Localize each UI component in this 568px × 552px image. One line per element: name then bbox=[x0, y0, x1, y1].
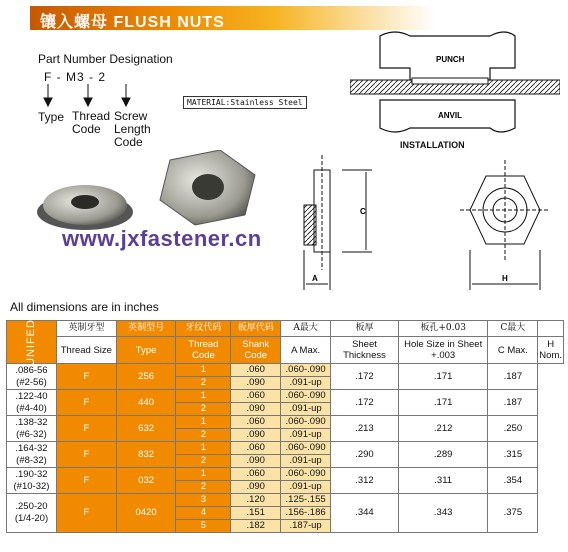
side-label: UNIFED bbox=[24, 318, 37, 366]
dimension-a-label: A bbox=[312, 274, 318, 283]
sheet-thickness-cell: .091-up bbox=[281, 403, 331, 416]
sheet-thickness-cell: .060-.090 bbox=[281, 416, 331, 429]
hole-size-cell: .172 bbox=[331, 390, 399, 416]
a-max-cell: .060 bbox=[231, 364, 281, 377]
thread-code-cell: 032 bbox=[116, 468, 176, 494]
a-max-cell: .151 bbox=[231, 507, 281, 520]
thread-code-cell: 440 bbox=[116, 390, 176, 416]
thread-size-cell: .250-20 (1/4-20) bbox=[7, 494, 57, 533]
a-max-cell: .090 bbox=[231, 403, 281, 416]
hole-size-cell: .344 bbox=[331, 494, 399, 533]
sheet-thickness-cell: .187-up bbox=[281, 520, 331, 533]
punch-label: PUNCH bbox=[436, 55, 465, 64]
shank-code-cell: 5 bbox=[176, 520, 231, 533]
hole-size-cell: .290 bbox=[331, 442, 399, 468]
c-max-cell: .212 bbox=[398, 416, 488, 442]
c-max-cell: .289 bbox=[398, 442, 488, 468]
h-nom-cell: .187 bbox=[488, 390, 538, 416]
hole-size-cell: .312 bbox=[331, 468, 399, 494]
title-banner bbox=[30, 6, 435, 30]
a-max-cell: .090 bbox=[231, 377, 281, 390]
header-cn-6: 板孔+0.03 bbox=[398, 321, 488, 337]
a-max-cell: .060 bbox=[231, 416, 281, 429]
label-type: Type bbox=[38, 110, 65, 124]
header-cn-2: 牙纹代码 bbox=[176, 321, 231, 337]
thread-size-cell: .122-40 (#4-40) bbox=[7, 390, 57, 416]
table-row bbox=[7, 468, 564, 481]
header-sheet-thickness: Sheet Thickness bbox=[331, 337, 399, 364]
header-cn-4: A最大 bbox=[281, 321, 331, 337]
table-row bbox=[7, 364, 564, 377]
thread-code-cell: 0420 bbox=[116, 494, 176, 533]
installation-diagram bbox=[350, 28, 560, 153]
a-max-cell: .060 bbox=[231, 390, 281, 403]
dimensions-note: All dimensions are in inches bbox=[10, 300, 159, 314]
header-cn-7: C最大 bbox=[488, 321, 538, 337]
shank-code-cell: 1 bbox=[176, 416, 231, 429]
shank-code-cell: 1 bbox=[176, 390, 231, 403]
header-thread-code: Thread Code bbox=[176, 337, 231, 364]
sheet-thickness-cell: .156-.186 bbox=[281, 507, 331, 520]
sheet-thickness-cell: .091-up bbox=[281, 429, 331, 442]
shank-code-cell: 1 bbox=[176, 468, 231, 481]
sheet-thickness-cell: .091-up bbox=[281, 481, 331, 494]
h-nom-cell: .315 bbox=[488, 442, 538, 468]
hex-top-view bbox=[450, 150, 560, 298]
table-row bbox=[7, 494, 564, 507]
page-title: 镶入螺母 FLUSH NUTS bbox=[40, 14, 225, 31]
header-shank-code: Shank Code bbox=[231, 337, 281, 364]
header-type: Type bbox=[116, 337, 176, 364]
type-cell: F bbox=[56, 494, 116, 533]
shank-code-cell: 2 bbox=[176, 455, 231, 468]
type-cell: F bbox=[56, 442, 116, 468]
table-row bbox=[7, 416, 564, 429]
h-nom-cell: .187 bbox=[488, 364, 538, 390]
c-max-cell: .311 bbox=[398, 468, 488, 494]
c-max-cell: .171 bbox=[398, 364, 488, 390]
type-cell: F bbox=[56, 468, 116, 494]
thread-code-cell: 256 bbox=[116, 364, 176, 390]
shank-code-cell: 2 bbox=[176, 403, 231, 416]
thread-code-cell: 832 bbox=[116, 442, 176, 468]
sheet-thickness-cell: .125-.155 bbox=[281, 494, 331, 507]
shank-code-cell: 2 bbox=[176, 429, 231, 442]
type-cell: F bbox=[56, 364, 116, 390]
shank-code-cell: 1 bbox=[176, 364, 231, 377]
dimension-c-label: C bbox=[360, 207, 366, 216]
header-c-max: C Max. bbox=[488, 337, 538, 364]
a-max-cell: .182 bbox=[231, 520, 281, 533]
installation-label: INSTALLATION bbox=[400, 140, 465, 150]
label-screw-length-code: Screw Length Code bbox=[114, 109, 151, 149]
thread-size-cell: .164-32 (#8-32) bbox=[7, 442, 57, 468]
sheet-thickness-cell: .060-.090 bbox=[281, 390, 331, 403]
h-nom-cell: .375 bbox=[488, 494, 538, 533]
header-thread-size: Thread Size bbox=[56, 337, 116, 364]
header-cn-3: 板厚代码 bbox=[231, 321, 281, 337]
header-cn-1: 英制型号 bbox=[116, 321, 176, 337]
shank-code-cell: 1 bbox=[176, 442, 231, 455]
part-number-code: F - M3 - 2 bbox=[44, 70, 107, 84]
hole-size-cell: .213 bbox=[331, 416, 399, 442]
thread-size-cell: .190-32 (#10-32) bbox=[7, 468, 57, 494]
part-number-heading: Part Number Designation bbox=[38, 52, 173, 66]
header-h-nom: H Nom. bbox=[538, 337, 564, 364]
h-nom-cell: .354 bbox=[488, 468, 538, 494]
c-max-cell: .171 bbox=[398, 390, 488, 416]
thread-code-cell: 632 bbox=[116, 416, 176, 442]
table-row bbox=[7, 442, 564, 455]
h-nom-cell: .250 bbox=[488, 416, 538, 442]
shank-code-cell: 2 bbox=[176, 481, 231, 494]
thread-size-cell: .138-32 (#6-32) bbox=[7, 416, 57, 442]
anvil-label: ANVIL bbox=[438, 111, 462, 120]
type-cell: F bbox=[56, 390, 116, 416]
hole-size-cell: .172 bbox=[331, 364, 399, 390]
a-max-cell: .060 bbox=[231, 468, 281, 481]
material-label: MATERIAL:Stainless Steel bbox=[183, 96, 307, 109]
a-max-cell: .090 bbox=[231, 429, 281, 442]
thread-size-cell: .086-56 (#2-56) bbox=[7, 364, 57, 390]
sheet-thickness-cell: .060-.090 bbox=[281, 364, 331, 377]
header-cn-8 bbox=[538, 321, 564, 337]
nut-photos bbox=[30, 150, 260, 235]
header-cn-5: 板厚 bbox=[331, 321, 399, 337]
header-cn-0: 英制牙型 bbox=[56, 321, 116, 337]
side-label-cell bbox=[7, 318, 57, 366]
sheet-thickness-cell: .060-.090 bbox=[281, 468, 331, 481]
shank-code-cell: 4 bbox=[176, 507, 231, 520]
shank-code-cell: 3 bbox=[176, 494, 231, 507]
flush-nut-table bbox=[6, 320, 564, 533]
header-a-max: A Max. bbox=[281, 337, 331, 364]
a-max-cell: .090 bbox=[231, 455, 281, 468]
watermark: www.jxfastener.cn bbox=[62, 226, 262, 251]
designation-arrows bbox=[40, 84, 140, 108]
a-max-cell: .120 bbox=[231, 494, 281, 507]
table-body bbox=[7, 364, 564, 533]
side-view-drawing bbox=[292, 150, 382, 298]
a-max-cell: .060 bbox=[231, 442, 281, 455]
sheet-thickness-cell: .060-.090 bbox=[281, 442, 331, 455]
c-max-cell: .343 bbox=[398, 494, 488, 533]
label-thread-code: Thread Code bbox=[72, 109, 111, 136]
table-row bbox=[7, 390, 564, 403]
shank-code-cell: 2 bbox=[176, 377, 231, 390]
dimension-h-label: H bbox=[502, 274, 508, 283]
type-cell: F bbox=[56, 416, 116, 442]
sheet-thickness-cell: .091-up bbox=[281, 455, 331, 468]
sheet-thickness-cell: .091-up bbox=[281, 377, 331, 390]
a-max-cell: .090 bbox=[231, 481, 281, 494]
header-hole-size: Hole Size in Sheet +.003 bbox=[398, 337, 488, 364]
